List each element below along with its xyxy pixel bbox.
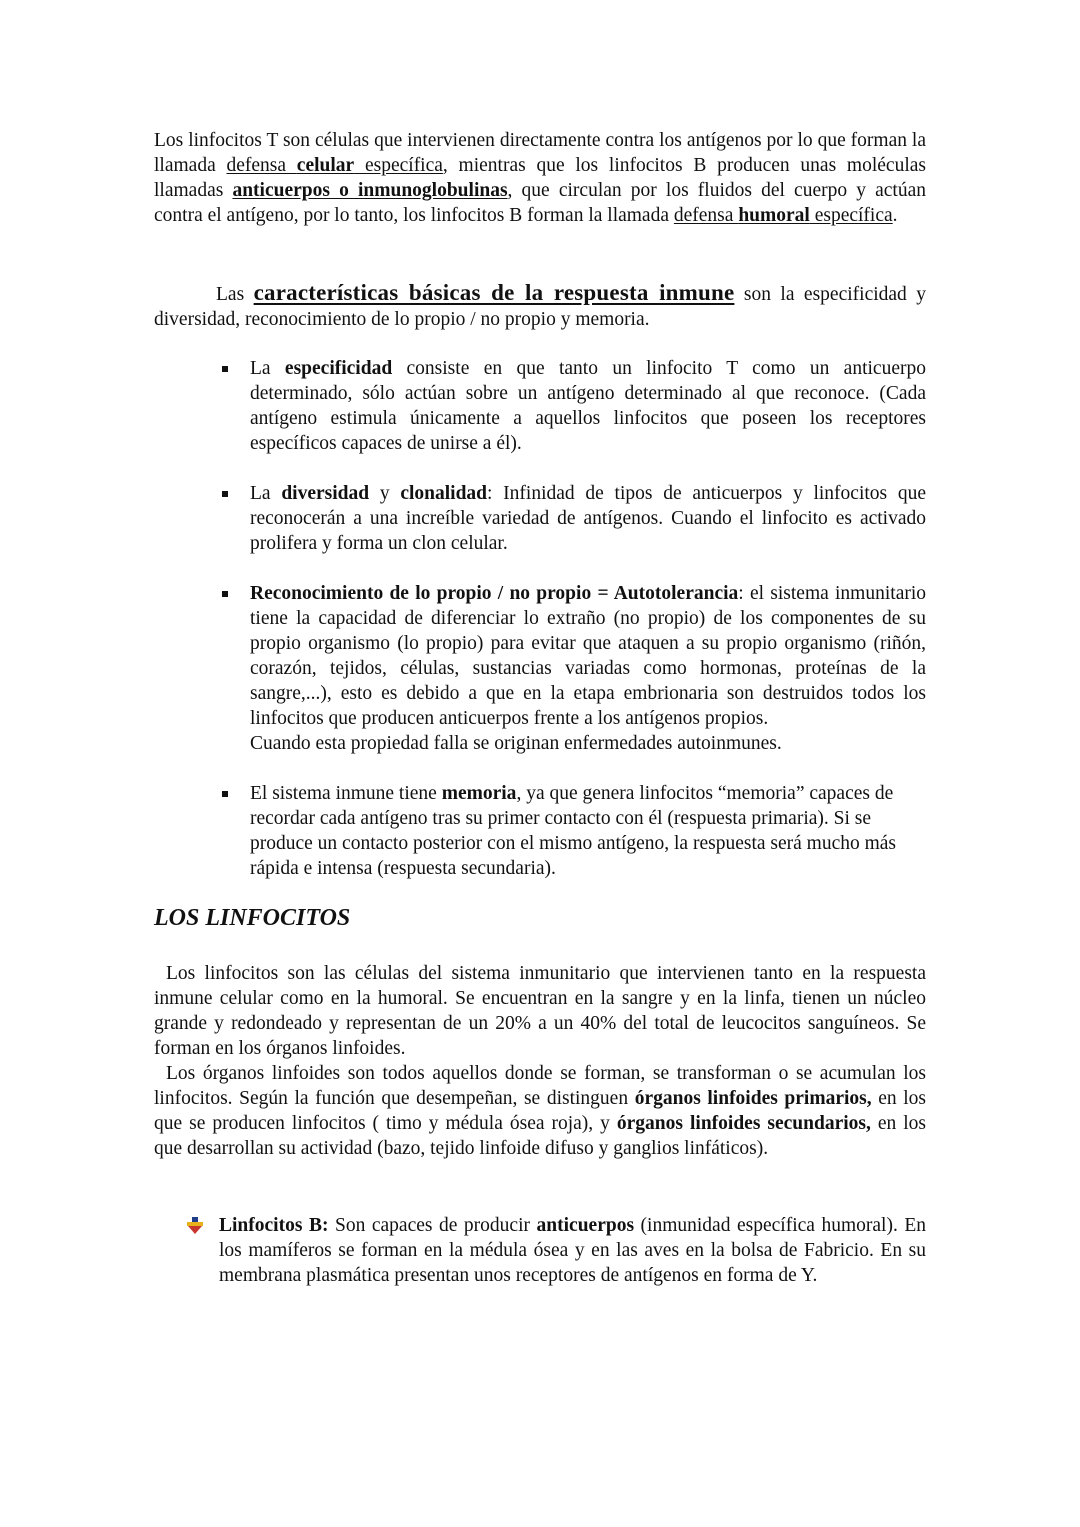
list-item-text	[250, 356, 926, 456]
text: consiste en que tanto un linfocito T como un anticuerpo determinado, sólo actúan sobre un antígeno determinado al que reconoce. (Cada antígeno estimula únicamente a aquellos linfocitos que poseen los receptores específicos capaces de unirse a él).	[250, 358, 926, 454]
text: La	[250, 358, 285, 379]
text: Los órganos linfoides son todos aquellos donde se forman, se transforman o se acumulan los linfocitos. Según la función que desempeñan, se distinguen	[154, 1063, 926, 1109]
text: defensa	[226, 155, 297, 176]
section-heading: LOS LINFOCITOS	[154, 905, 351, 931]
text: Los linfocitos T son células que intervienen directamente contra los antígenos por lo que forman la llamada	[154, 130, 926, 176]
text: (inmunidad específica humoral). En los mamíferos se forman en la médula ósea y en las aves en la bolsa de Fabricio. En su membrana plasmática presentan unos receptores de antígenos en forma de Y.	[219, 1215, 927, 1286]
underlined-bold-term: anticuerpos o inmunoglobulinas	[232, 180, 508, 201]
linfocitos-b-text	[219, 1213, 926, 1288]
underlined-term	[674, 205, 893, 226]
list-item	[250, 481, 926, 556]
square-bullet-icon	[222, 791, 228, 797]
text: : Infinidad de tipos de anticuerpos y linfocitos que reconocerán a una increíble variedad de antígenos. Cuando el linfocito es activado prolifera y forma un clon celular.	[250, 483, 927, 554]
text: específica	[354, 155, 443, 176]
document-page	[154, 128, 926, 1288]
text: , que circulan por los fluidos del cuerpo y actúan contra el antígeno, por lo tanto, los linfocitos B forman la llamada	[154, 180, 926, 226]
text: La	[250, 483, 282, 504]
text: en los que se producen linfocitos ( timo y médula ósea roja), y	[154, 1088, 926, 1134]
text: y	[369, 483, 401, 504]
underlined-term	[226, 155, 442, 176]
bold-term: celular	[296, 155, 355, 176]
list-item	[250, 356, 926, 456]
bold-term: Linfocitos B:	[219, 1215, 329, 1236]
text: son la especificidad y diversidad, reconocimiento de lo propio / no propio y memoria.	[154, 284, 927, 330]
text: defensa	[673, 205, 739, 226]
bold-term: humoral	[738, 205, 810, 226]
square-bullet-icon	[222, 366, 228, 372]
list-item-text	[250, 581, 926, 731]
down-arrow-plus-icon	[185, 1215, 205, 1235]
bold-term: órganos linfoides secundarios,	[616, 1113, 871, 1134]
bold-term: clonalidad	[400, 483, 488, 504]
bold-term: órganos linfoides primarios,	[634, 1088, 872, 1109]
text: : el sistema inmunitario tiene la capacidad de diferenciar lo extraño (no propio) de los componentes de su propio organismo (lo propio) para evitar que ataquen a su propio organismo (riñón, corazón, tejidos, células, sustancias variadas como hormonas, proteínas de la sangre,...), esto es debido a que en la etapa embrionaria son destruidos todos los linfocitos que producen anticuerpos frente a los antígenos propios.	[250, 583, 927, 729]
bold-term: diversidad	[281, 483, 370, 504]
list-item-text	[250, 481, 926, 556]
linfocitos-paragraph: Los linfocitos son las células del sistema inmunitario que intervienen tanto en la respuesta inmune celular como en la humoral. Se encuentran en la sangre y en la linfa, tienen un núcleo grande y redondeado y representan de un 20% a un 40% del total de leucocitos sanguíneos. Se forman en los órganos linfoides.	[154, 963, 926, 1059]
characteristics-list	[154, 356, 926, 881]
organos-paragraph	[154, 1061, 926, 1161]
text: El sistema inmune tiene	[250, 783, 442, 804]
text: , mientras que los linfocitos B producen unas moléculas llamadas	[154, 155, 926, 201]
list-item	[250, 781, 926, 881]
list-item	[250, 581, 926, 756]
bold-term: especificidad	[284, 358, 393, 379]
text: en los que desarrollan su actividad (bazo, tejido linfoide difuso y ganglios linfáticos).	[154, 1113, 927, 1159]
square-bullet-icon	[222, 591, 228, 597]
text: .	[892, 205, 898, 226]
square-bullet-icon	[222, 491, 228, 497]
list-item-extra: Cuando esta propiedad falla se originan enfermedades autoinmunes.	[250, 733, 782, 754]
text: , ya que genera linfocitos “memoria” capaces de recordar cada antígeno tras su primer contacto con él (respuesta primaria). Si se produce un contacto posterior con el mismo antígeno, la respuesta será mucho más rápida e intensa (respuesta secundaria).	[250, 783, 897, 879]
bold-term: Reconocimiento de lo propio / no propio = Autotolerancia	[250, 583, 739, 604]
text: Son capaces de producir	[328, 1215, 537, 1236]
characteristics-paragraph	[154, 280, 926, 332]
intro-paragraph	[154, 128, 926, 228]
bold-term: anticuerpos	[536, 1215, 635, 1236]
text: específica	[809, 205, 893, 226]
linfocitos-b-item	[219, 1213, 926, 1288]
bold-term: memoria	[441, 783, 517, 804]
section-title: características básicas de la respuesta inmune	[253, 280, 735, 305]
text: Las	[216, 284, 254, 305]
list-item-text	[250, 781, 926, 881]
